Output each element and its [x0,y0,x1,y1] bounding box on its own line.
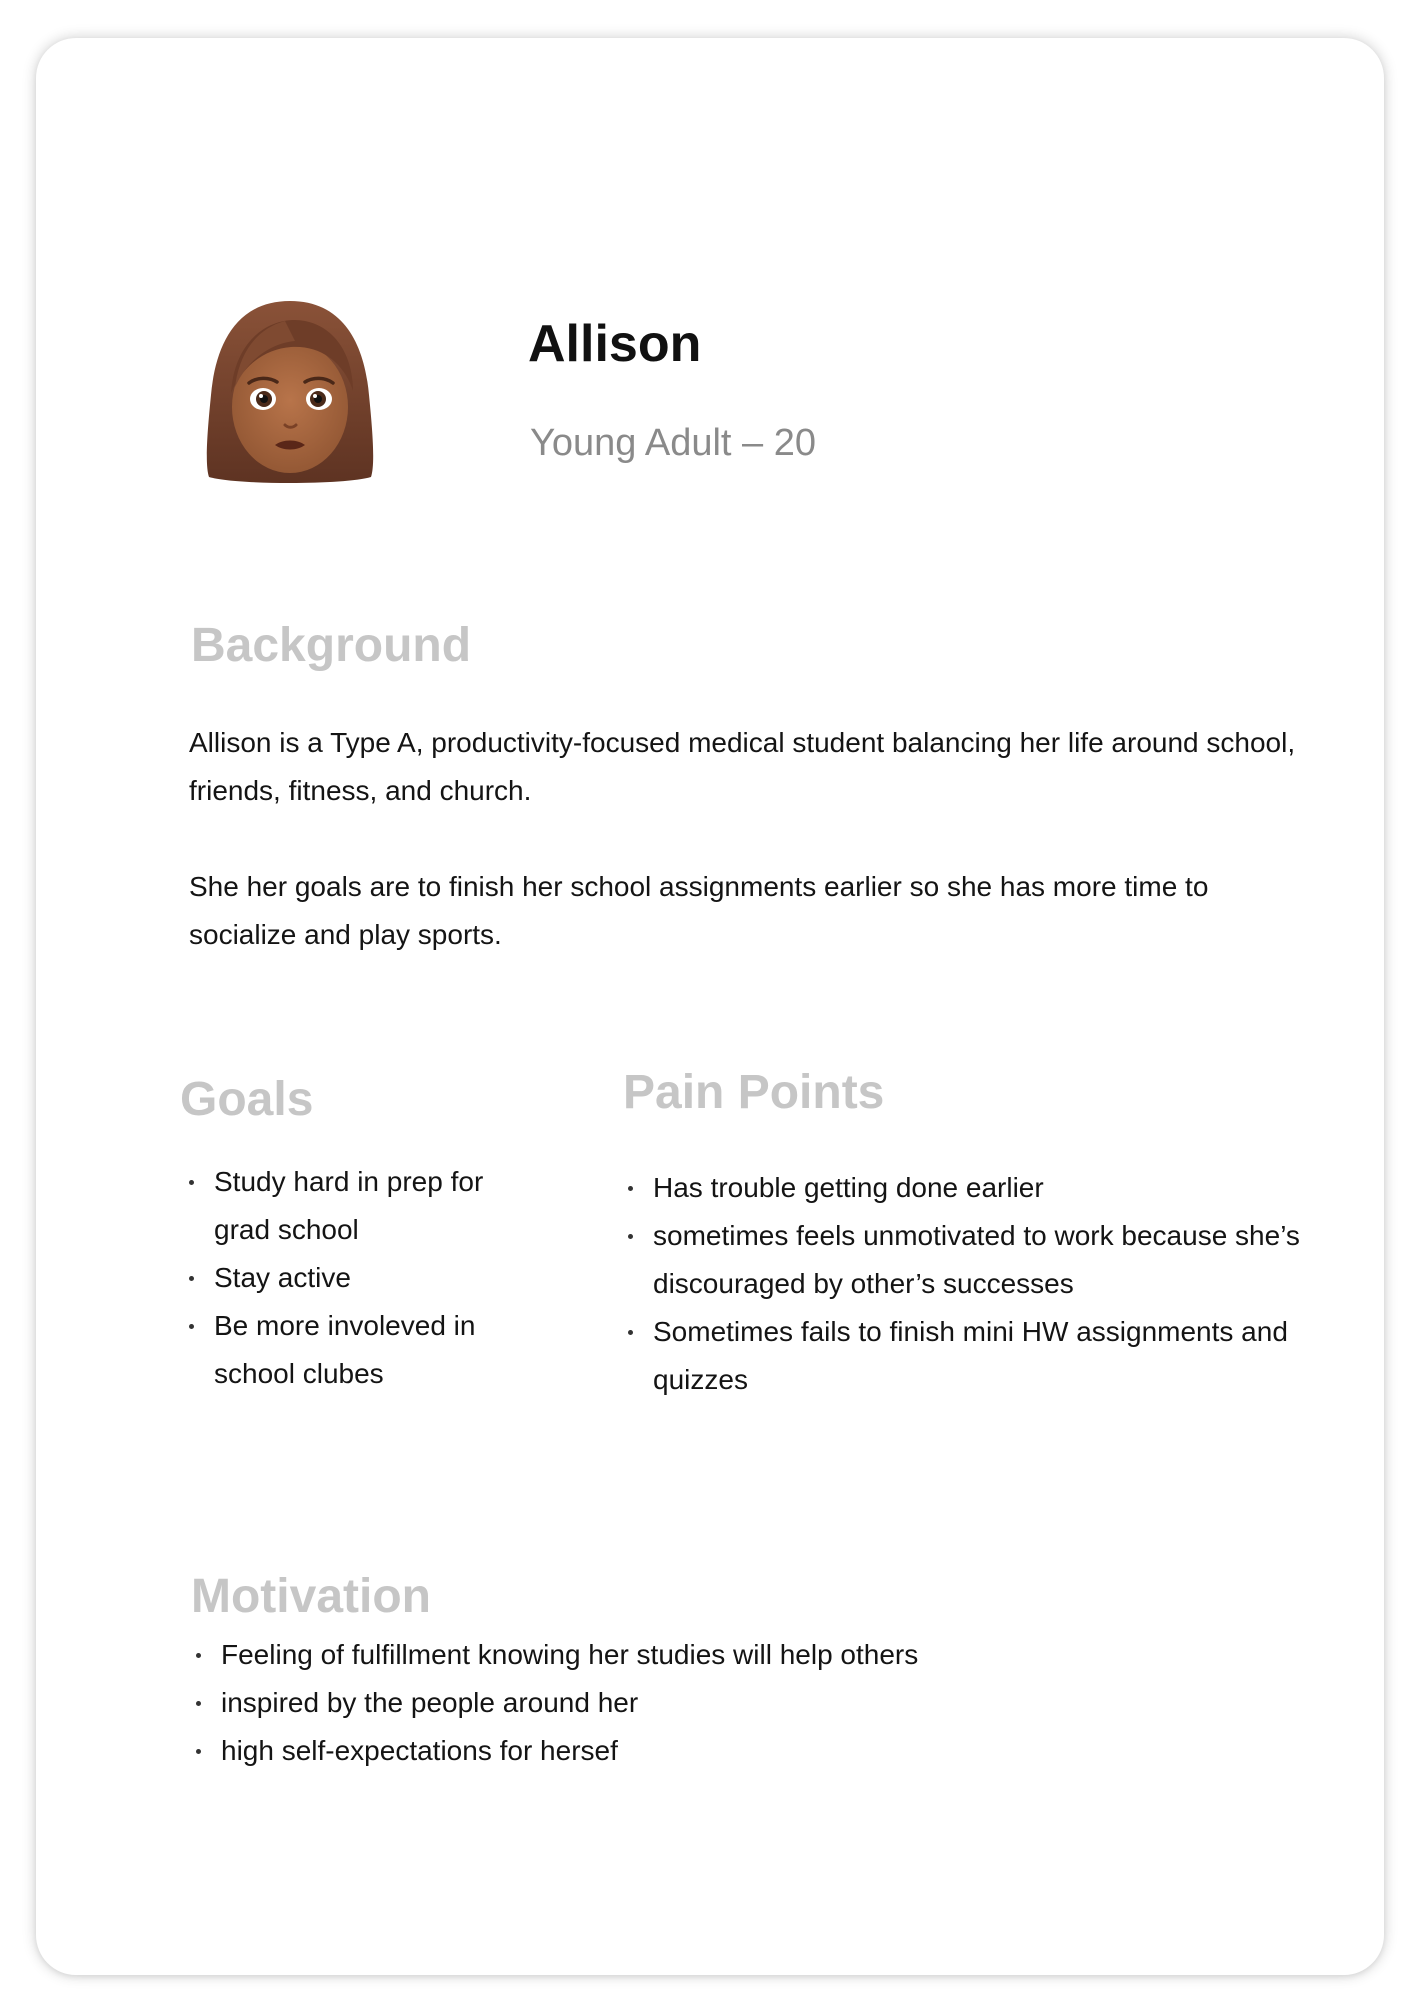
background-paragraph: She her goals are to finish her school assignments earlier so she has more time to socialize and play sports. [189,871,1209,950]
list-item: Has trouble getting done earlier [627,1164,1347,1212]
persona-subtitle: Young Adult – 20 [530,422,816,464]
goals-title: Goals [180,1073,314,1126]
motivation-title: Motivation [191,1570,431,1623]
motivation-list [195,1631,1295,1775]
list-item: sometimes feels unmotivated to work because she’s discouraged by other’s successes [627,1212,1347,1308]
list-item: Stay active [188,1254,528,1302]
list-item: Feeling of fulfillment knowing her studies will help others [195,1631,1295,1679]
woman-emoji-icon [195,295,385,485]
list-item: Sometimes fails to finish mini HW assignments and quizzes [627,1308,1347,1404]
background-paragraph: Allison is a Type A, productivity-focused medical student balancing her life around school, friends, fitness, and church. [189,727,1296,806]
list-item: high self-expectations for hersef [195,1727,1295,1775]
list-item: inspired by the people around her [195,1679,1295,1727]
persona-name: Allison [528,315,702,373]
background-title: Background [191,619,472,672]
list-item: Study hard in prep for grad school [188,1158,528,1254]
list-item: Be more involeved in school clubes [188,1302,528,1398]
goals-list [188,1158,528,1398]
pain-points-title: Pain Points [623,1066,885,1119]
pain-points-list [627,1164,1347,1404]
